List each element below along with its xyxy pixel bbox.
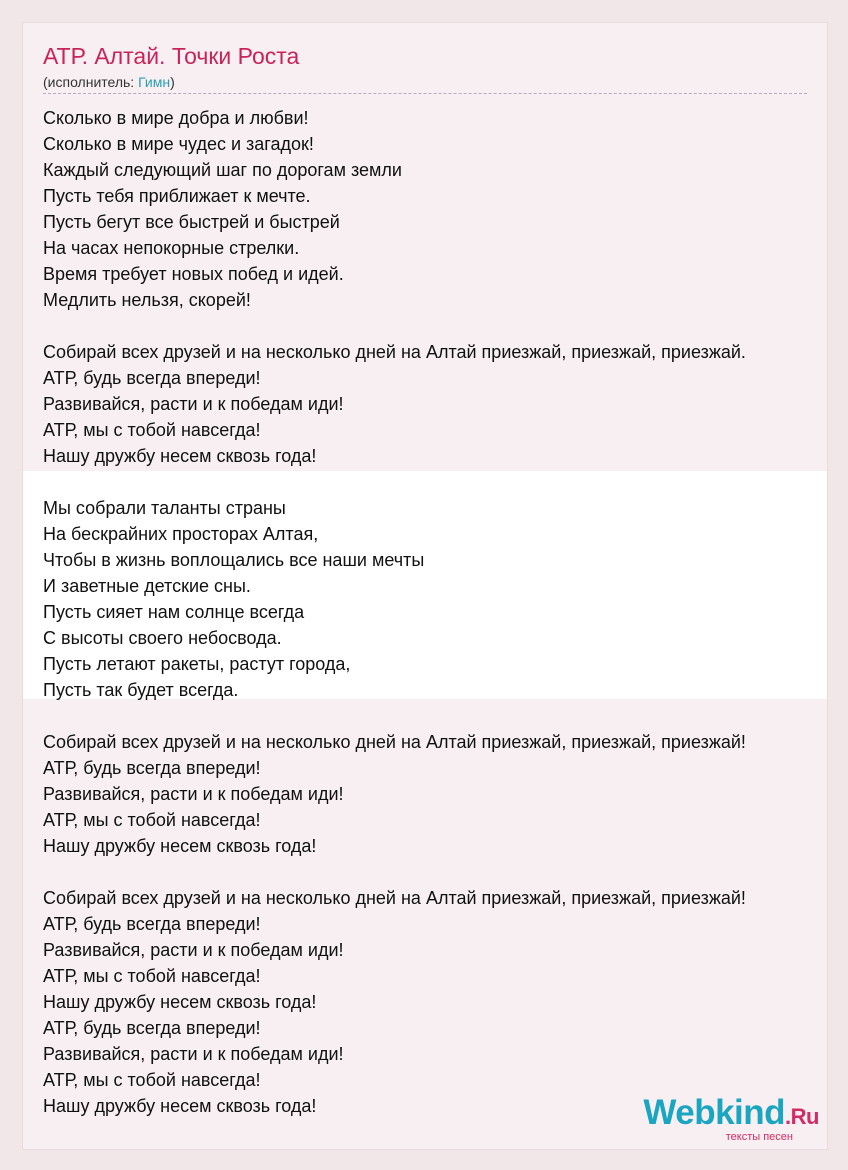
lyric-line: АТР, будь всегда впереди!	[43, 1018, 261, 1038]
site-logo[interactable]	[643, 1095, 819, 1143]
song-header	[43, 41, 807, 94]
lyric-line: Развивайся, расти и к победам иди!	[43, 1044, 344, 1064]
song-title: АТР. Алтай. Точки Роста	[43, 43, 300, 69]
lyric-line: Сколько в мире чудес и загадок!	[43, 134, 314, 154]
lyric-line: АТР, мы с тобой навсегда!	[43, 1070, 261, 1090]
lyric-line: Развивайся, расти и к победам иди!	[43, 940, 344, 960]
lyric-line: АТР, мы с тобой навсегда!	[43, 966, 261, 986]
lyric-line: Нашу дружбу несем сквозь года!	[43, 1096, 317, 1116]
lyric-line: Медлить нельзя, скорей!	[43, 290, 251, 310]
lyric-line: Время требует новых побед и идей.	[43, 264, 344, 284]
lyric-line: Нашу дружбу несем сквозь года!	[43, 446, 317, 466]
lyric-line: Мы собрали таланты страны	[43, 498, 286, 518]
stanza-gap	[43, 859, 828, 885]
lyric-line: Развивайся, расти и к победам иди!	[43, 394, 344, 414]
logo-tld: .Ru	[785, 1104, 819, 1129]
lyric-line: На бескрайних просторах Алтая,	[43, 524, 319, 544]
lyric-line: Нашу дружбу несем сквозь года!	[43, 836, 317, 856]
lyric-line: Сколько в мире добра и любви!	[43, 108, 309, 128]
header-divider	[43, 93, 807, 94]
stanza-gap	[43, 469, 828, 495]
byline-prefix: (исполнитель:	[43, 74, 139, 90]
stanza-gap	[43, 313, 828, 339]
byline-suffix: )	[170, 74, 175, 90]
lyric-line: АТР, мы с тобой навсегда!	[43, 420, 261, 440]
lyric-line: Собирай всех друзей и на несколько дней на Алтай приезжай, приезжай, приезжай!	[43, 732, 746, 752]
lyric-line: Каждый следующий шаг по дорогам земли	[43, 160, 402, 180]
logo-main-text: Webkind	[643, 1093, 786, 1132]
lyric-line: На часах непокорные стрелки.	[43, 238, 300, 258]
lyric-line: Нашу дружбу несем сквозь года!	[43, 992, 317, 1012]
stanza-gap	[43, 703, 828, 729]
lyric-line: Развивайся, расти и к победам иди!	[43, 784, 344, 804]
artist-byline	[43, 72, 807, 92]
lyric-line: И заветные детские сны.	[43, 576, 251, 596]
lyric-line: Собирай всех друзей и на несколько дней на Алтай приезжай, приезжай, приезжай!	[43, 888, 746, 908]
lyric-line: АТР, мы с тобой навсегда!	[43, 810, 261, 830]
lyric-line: Пусть летают ракеты, растут города,	[43, 654, 351, 674]
lyric-line: Пусть так будет всегда.	[43, 680, 239, 700]
artist-link[interactable]: Гимн	[138, 74, 171, 90]
lyric-line: Пусть бегут все быстрей и быстрей	[43, 212, 340, 232]
lyric-line: С высоты своего небосвода.	[43, 628, 282, 648]
lyrics-card	[22, 22, 828, 1150]
logo-tagline: тексты песен	[725, 1131, 793, 1143]
lyric-line: АТР, будь всегда впереди!	[43, 914, 261, 934]
lyric-line: Пусть сияет нам солнце всегда	[43, 602, 305, 622]
lyric-line: Чтобы в жизнь воплощались все наши мечты	[43, 550, 425, 570]
lyric-line: Собирай всех друзей и на несколько дней на Алтай приезжай, приезжай, приезжай.	[43, 342, 746, 362]
lyrics-text	[43, 105, 828, 1119]
logo-wordmark	[643, 1095, 819, 1135]
lyric-line: Пусть тебя приближает к мечте.	[43, 186, 311, 206]
lyric-line: АТР, будь всегда впереди!	[43, 758, 261, 778]
lyric-line: АТР, будь всегда впереди!	[43, 368, 261, 388]
